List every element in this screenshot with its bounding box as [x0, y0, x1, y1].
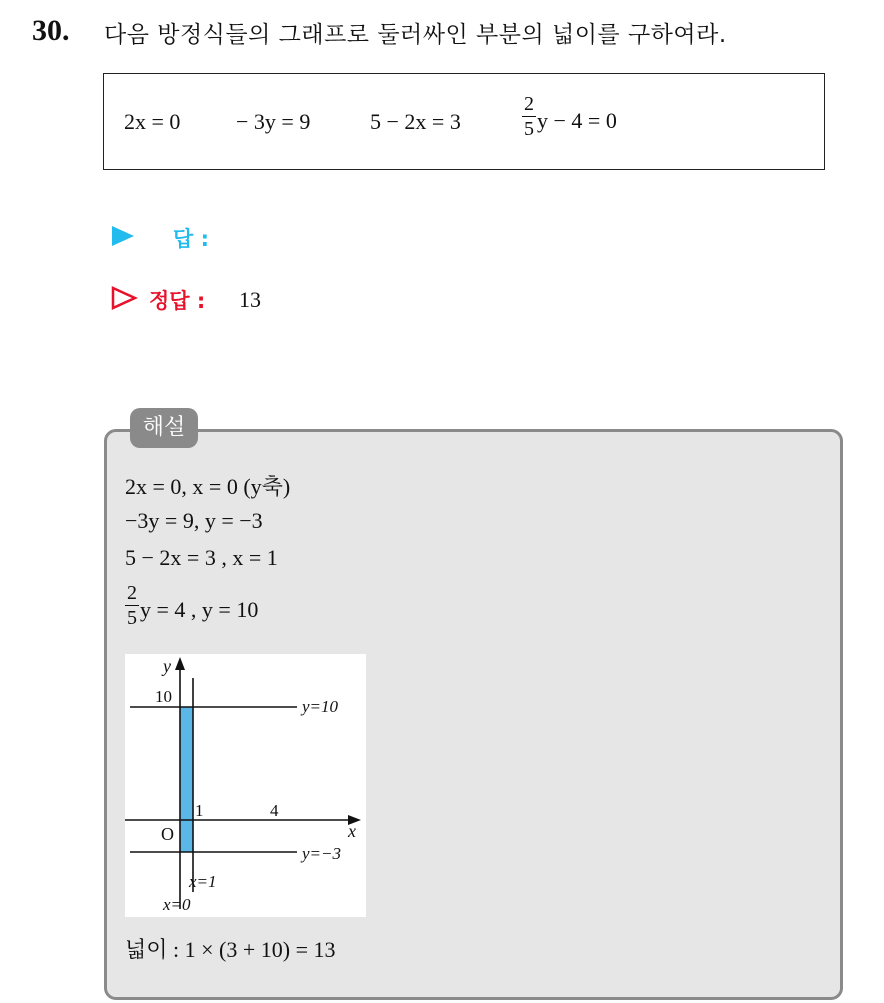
answer-label: 답 :	[173, 227, 209, 251]
line-label-x1: x=1	[189, 872, 217, 891]
equation-2: − 3y = 9	[236, 109, 311, 134]
fraction-denominator: 5	[524, 118, 534, 140]
solution-line-4	[125, 583, 258, 628]
equation-3: 5 − 2x = 3	[370, 109, 461, 134]
solution-line-2: −3y = 9, y = −3	[125, 508, 263, 533]
shaded-region	[180, 707, 193, 852]
fraction-numerator: 2	[524, 93, 534, 115]
equation-4	[522, 94, 617, 139]
tick-label-10: 10	[155, 687, 172, 706]
solution-line-1: 2x = 0, x = 0 (y축)	[125, 474, 291, 499]
equation-4-rest: y − 4 = 0	[537, 107, 617, 133]
solution-tag: 해설	[130, 408, 198, 448]
solution-graph	[125, 654, 366, 917]
fraction-denominator: 5	[127, 607, 137, 629]
y-axis-arrow-icon	[175, 657, 185, 670]
question-text: 다음 방정식들의 그래프로 둘러싸인 부분의 넓이를 구하여라.	[104, 22, 727, 48]
solution-line-3: 5 − 2x = 3 , x = 1	[125, 545, 278, 570]
equation-1: 2x = 0	[124, 109, 181, 134]
correct-answer-value: 13	[239, 287, 261, 312]
tick-label-1: 1	[195, 801, 204, 820]
solution-line-4-rest: y = 4 , y = 10	[140, 596, 259, 622]
answer-arrow-icon	[110, 224, 136, 252]
correct-arrow-icon	[110, 285, 138, 315]
line-label-y10: y=10	[302, 697, 339, 716]
y-axis-label: y	[163, 656, 171, 676]
tick-label-4: 4	[270, 801, 279, 820]
equation-box	[103, 73, 825, 170]
solution-final: 넓이 : 1 × (3 + 10) = 13	[125, 937, 336, 962]
fraction-numerator: 2	[127, 582, 137, 604]
question-number: 30.	[32, 14, 70, 47]
x-axis-label: x	[348, 821, 356, 841]
line-label-y-minus-3: y=−3	[302, 844, 341, 863]
solution-line-4-fraction	[125, 583, 139, 628]
line-label-x0: x=0	[163, 895, 191, 914]
origin-label: O	[161, 824, 174, 844]
equation-4-fraction	[522, 94, 536, 139]
correct-answer-label: 정답 :	[149, 289, 206, 313]
